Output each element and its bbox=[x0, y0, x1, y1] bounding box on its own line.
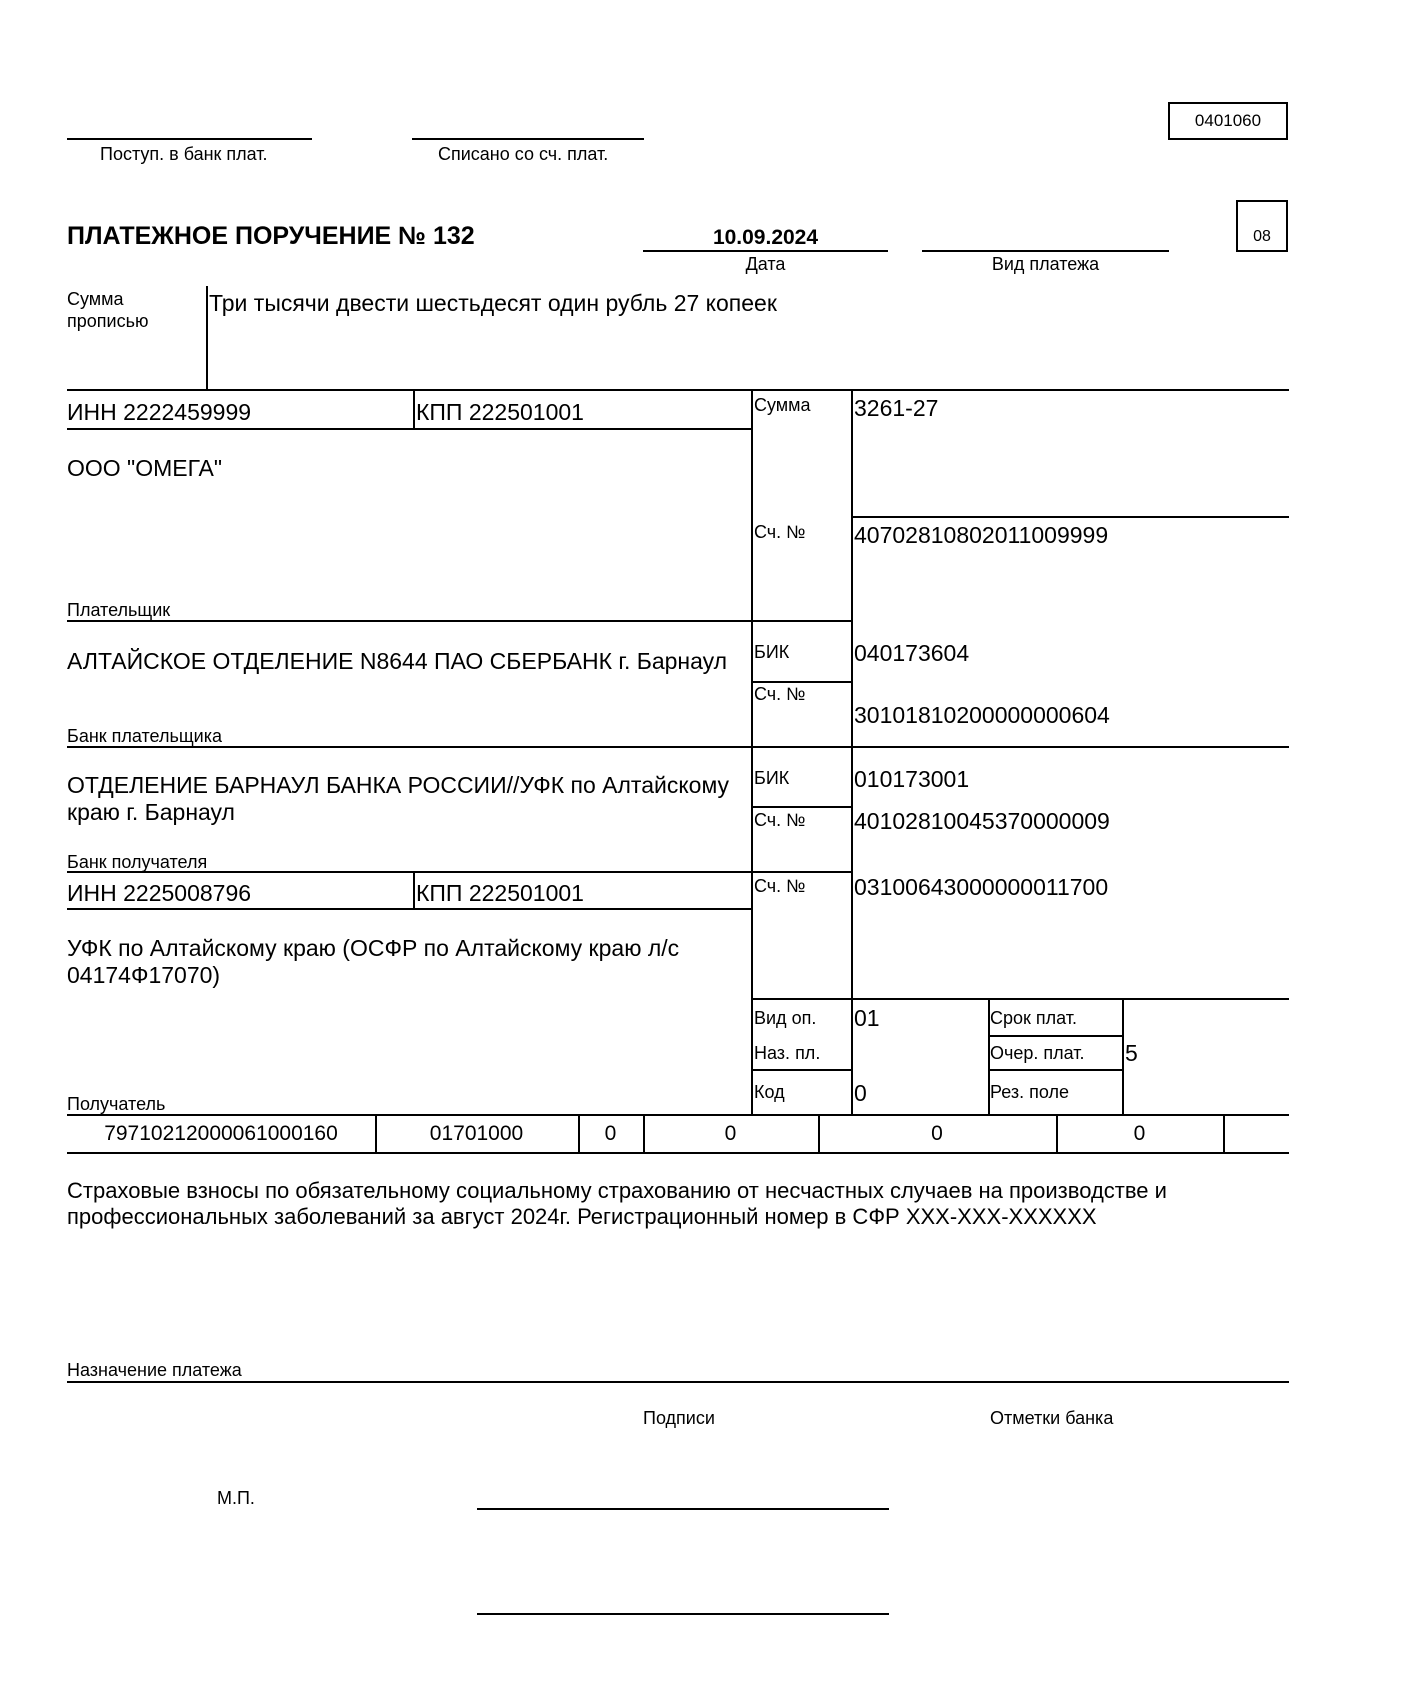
purpose-text: Страховые взносы по обязательному социальному страхованию от несчастных случаев на производстве и профессиональных заболеваний за август 2024г. Регистрационный номер в СФР XXX-XXX-XXXXXX bbox=[67, 1178, 1167, 1229]
op-line-b bbox=[751, 1069, 852, 1071]
tax-kbk: 79710212000061000160 bbox=[104, 1122, 338, 1145]
bank-marks-label: Отметки банка bbox=[990, 1408, 1114, 1428]
op-purpose-label: Наз. пл. bbox=[754, 1043, 821, 1063]
op-priority-label: Очер. плат. bbox=[990, 1043, 1085, 1063]
tax-doc-number: 0 bbox=[931, 1122, 943, 1145]
op-type-label: Вид оп. bbox=[754, 1008, 817, 1028]
signatures-label: Подписи bbox=[643, 1408, 715, 1428]
payer-bank-account-label: Сч. № bbox=[754, 684, 806, 704]
payer-account-label: Сч. № bbox=[754, 522, 806, 542]
payer-bank-bik-line bbox=[751, 681, 852, 683]
payee-bank-name: ОТДЕЛЕНИЕ БАРНАУЛ БАНКА РОССИИ//УФК по Алтайскому краю г. Барнаул bbox=[67, 772, 730, 825]
tax-period: 0 bbox=[724, 1122, 737, 1145]
date-label: Дата bbox=[745, 254, 786, 274]
signature-line-1 bbox=[477, 1508, 889, 1510]
op-priority: 5 bbox=[1125, 1040, 1138, 1066]
payee-label: Получатель bbox=[67, 1094, 166, 1114]
op-vline-2 bbox=[1122, 998, 1124, 1115]
payer-bank-bik-label: БИК bbox=[754, 642, 790, 662]
amount-line bbox=[851, 516, 1289, 518]
payee-name: УФК по Алтайскому краю (ОСФР по Алтайскому краю л/с 04174Ф17070) bbox=[67, 935, 680, 988]
payee-bank-account-label: Сч. № bbox=[754, 810, 806, 830]
op-type: 01 bbox=[854, 1005, 880, 1031]
payer-bottom-line bbox=[67, 620, 852, 622]
stamp-label: М.П. bbox=[217, 1488, 255, 1508]
payee-bank-bik: 010173001 bbox=[854, 766, 970, 792]
payer-account: 40702810802011009999 bbox=[854, 522, 1109, 548]
amount-words-divider bbox=[206, 286, 208, 389]
op-reserve-label: Рез. поле bbox=[990, 1082, 1069, 1102]
debited-label: Списано со сч. плат. bbox=[438, 144, 609, 164]
payer-amount: 3261-27 bbox=[854, 395, 939, 421]
tax-row-bottom-line bbox=[67, 1152, 1289, 1154]
payee-account: 03100643000000011700 bbox=[854, 874, 1109, 900]
payer-bank-account: 30101810200000000604 bbox=[854, 702, 1110, 728]
tax-doc-date: 0 bbox=[1133, 1122, 1146, 1145]
payee-account-label: Сч. № bbox=[754, 876, 806, 896]
op-line-a bbox=[988, 1035, 1123, 1037]
tax-vline-6 bbox=[1223, 1114, 1225, 1152]
tax-oktmo: 01701000 bbox=[429, 1122, 524, 1145]
payee-inn-kpp-divider bbox=[413, 871, 415, 909]
op-deadline-label: Срок плат. bbox=[990, 1008, 1078, 1028]
payee-inn-line bbox=[67, 908, 752, 910]
payee-bank-bottom-line bbox=[67, 871, 852, 873]
payer-name: ООО "ОМЕГА" bbox=[67, 455, 223, 481]
grid-line-top bbox=[67, 389, 1289, 391]
payment-type-label: Вид платежа bbox=[991, 254, 1100, 274]
purpose-label: Назначение платежа bbox=[67, 1360, 242, 1380]
payer-amount-label: Сумма bbox=[754, 395, 811, 415]
op-line-c bbox=[988, 1069, 1123, 1071]
received-label: Поступ. в банк плат. bbox=[100, 144, 268, 164]
payee-bank-label: Банк получателя bbox=[67, 852, 208, 872]
payer-inn: ИНН 2222459999 bbox=[67, 399, 252, 425]
payee-kpp: КПП 222501001 bbox=[416, 880, 584, 906]
status-code-box: 08 bbox=[1236, 200, 1288, 252]
payee-inn: ИНН 2225008796 bbox=[67, 880, 252, 906]
op-code-label: Код bbox=[754, 1082, 785, 1102]
payee-bank-bik-label: БИК bbox=[754, 768, 790, 788]
tax-basis: 0 bbox=[604, 1122, 617, 1145]
payment-type-line bbox=[922, 250, 1169, 252]
received-line bbox=[67, 138, 312, 140]
payer-bank-bottom-line bbox=[67, 746, 1289, 748]
payee-bank-account: 40102810045370000009 bbox=[854, 808, 1110, 834]
date-value: 10.09.2024 bbox=[712, 226, 819, 249]
grid-vline-label-col bbox=[751, 389, 753, 1115]
payer-kpp: КПП 222501001 bbox=[416, 399, 584, 425]
amount-words-value: Три тысячи двести шестьдесят один рубль 27 копеек bbox=[209, 290, 777, 316]
payer-inn-kpp-divider bbox=[413, 389, 415, 429]
payer-bank-name: АЛТАЙСКОЕ ОТДЕЛЕНИЕ N8644 ПАО СБЕРБАНК г. Барнаул bbox=[67, 648, 728, 674]
page-title: ПЛАТЕЖНОЕ ПОРУЧЕНИЕ № 132 bbox=[67, 222, 475, 250]
form-code-box: 0401060 bbox=[1168, 102, 1288, 140]
purpose-bottom-line bbox=[67, 1381, 1289, 1383]
payer-inn-line bbox=[67, 428, 752, 430]
op-code: 0 bbox=[854, 1080, 867, 1106]
debited-line bbox=[412, 138, 644, 140]
payer-bank-bik: 040173604 bbox=[854, 640, 970, 666]
signature-line-2 bbox=[477, 1613, 889, 1615]
date-line bbox=[643, 250, 888, 252]
payer-label: Плательщик bbox=[67, 600, 171, 620]
grid-vline-value-col bbox=[851, 389, 853, 1115]
tax-row-top-line bbox=[67, 1114, 1289, 1116]
payer-bank-label: Банк плательщика bbox=[67, 726, 222, 746]
payee-bank-bik-line bbox=[751, 806, 852, 808]
amount-words-label: Сумма прописью bbox=[67, 289, 149, 331]
op-top-line bbox=[751, 998, 1289, 1000]
